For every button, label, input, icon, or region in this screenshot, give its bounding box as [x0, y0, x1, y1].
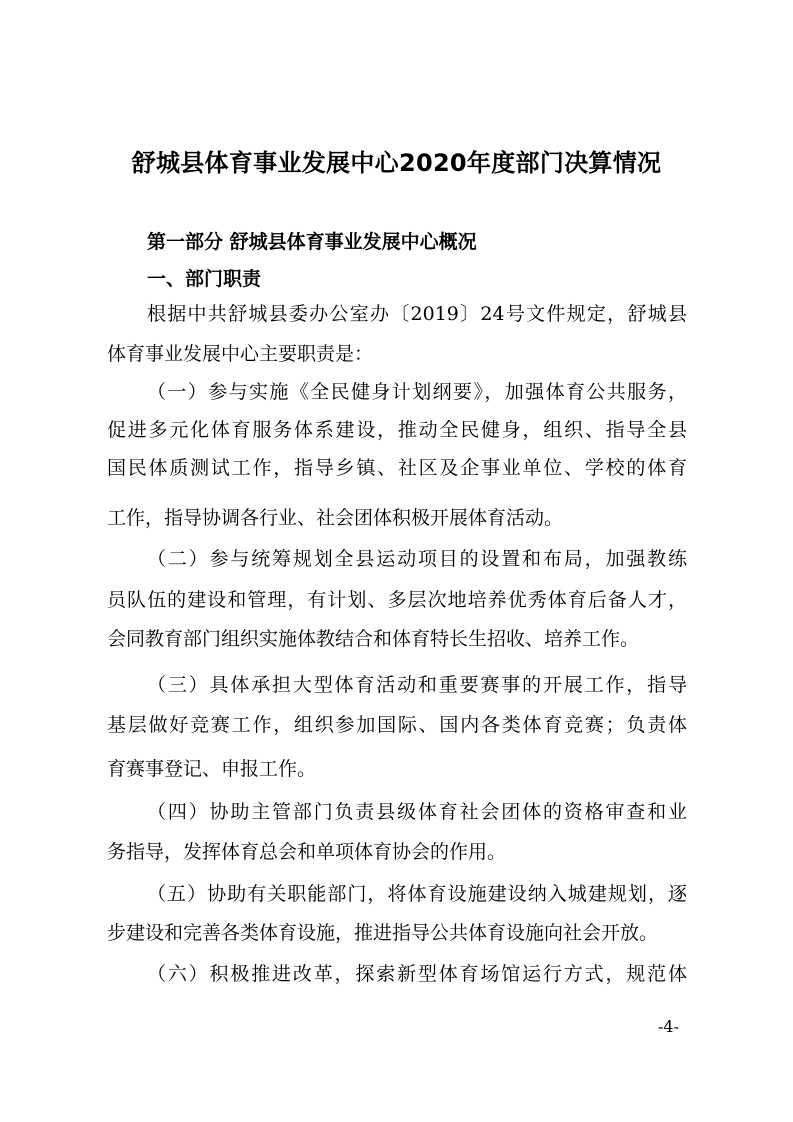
paragraph-line: 会同教育部门组织实施体教结合和体育特长生招收、培养工作。: [107, 628, 640, 650]
paragraph-line: 基层做好竞赛工作，组织参加国际、国内各类体育竞赛；负责体: [107, 714, 687, 736]
page-number: -4-: [658, 1017, 679, 1036]
paragraph-line: 国民体质测试工作，指导乡镇、社区及企事业单位、学校的体育: [107, 457, 687, 479]
paragraph-line: 促进多元化体育服务体系建设，推动全民健身，组织、指导全县: [107, 419, 687, 441]
paragraph-line: 体育事业发展中心主要职责是：: [107, 343, 374, 365]
paragraph-line: （一）参与实施《全民健身计划纲要》，加强体育公共服务，: [147, 381, 687, 403]
paragraph-line: 根据中共舒城县委办公室办〔2019〕24号文件规定，舒城县: [147, 303, 687, 325]
paragraph-line: （六）积极推进改革，探索新型体育场馆运行方式，规范体: [147, 963, 687, 985]
section-heading: 一、部门职责: [147, 268, 262, 290]
paragraph-line: （五）协助有关职能部门，将体育设施建设纳入城建规划，逐: [147, 883, 687, 905]
paragraph-line: 育赛事登记、申报工作。: [107, 758, 317, 780]
paragraph-line: （二）参与统筹规划全县运动项目的设置和布局，加强教练: [147, 548, 687, 570]
paragraph-line: 务指导，发挥体育总会和单项体育协会的作用。: [107, 841, 507, 863]
document-title: 舒城县体育事业发展中心2020年度部门决算情况: [131, 149, 662, 177]
part-heading: 第一部分 舒城县体育事业发展中心概况: [147, 231, 477, 253]
paragraph-line: （四）协助主管部门负责县级体育社会团体的资格审查和业: [147, 801, 687, 823]
paragraph-line: 步建设和完善各类体育设施，推进指导公共体育设施向社会开放。: [107, 922, 659, 944]
paragraph-line: 员队伍的建设和管理，有计划、多层次地培养优秀体育后备人才，: [107, 589, 687, 611]
paragraph-line: （三）具体承担大型体育活动和重要赛事的开展工作，指导: [147, 674, 687, 696]
paragraph-line: 工作，指导协调各行业、社会团体积极开展体育活动。: [107, 507, 564, 529]
